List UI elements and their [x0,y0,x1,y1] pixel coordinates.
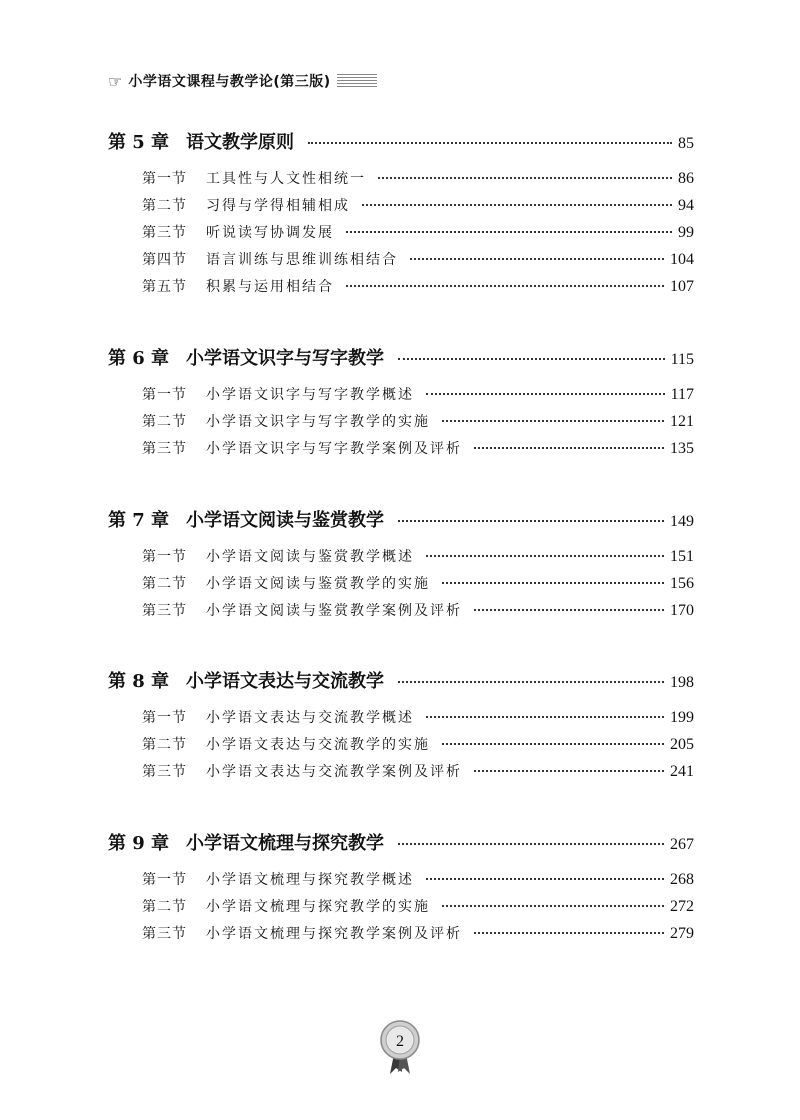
chapter-entry[interactable] [108,667,694,693]
section-page-number: 151 [670,548,694,565]
dot-leader [442,582,664,584]
section-page-number: 99 [678,224,694,241]
chapter-entry[interactable] [108,829,694,855]
section-title: 小学语文阅读与鉴赏教学概述 [206,549,414,565]
chapter-entry[interactable] [108,344,694,370]
section-title: 小学语文阅读与鉴赏教学案例及评析 [206,603,462,619]
section-entry[interactable] [142,411,694,431]
chapter-title: 小学语文梳理与探究教学 [186,833,384,854]
section-number: 第一节 [142,171,187,187]
section-title: 小学语文表达与交流教学概述 [206,710,414,726]
dot-leader [426,555,664,557]
section-title: 小学语文识字与写字教学案例及评析 [206,441,462,457]
dot-leader [398,843,664,845]
section-entry[interactable] [142,438,694,458]
section-page-number: 94 [678,197,694,214]
dot-leader [398,358,665,360]
section-entry[interactable] [142,707,694,727]
section-title: 小学语文识字与写字教学的实施 [206,414,430,430]
section-number: 第三节 [142,764,187,780]
section-entry[interactable] [142,168,694,188]
section-page-number: 205 [670,736,694,753]
section-number: 第一节 [142,549,187,565]
section-number: 第三节 [142,603,187,619]
section-entry[interactable] [142,734,694,754]
chapter-page-number: 267 [670,836,694,853]
section-title: 小学语文梳理与探究教学案例及评析 [206,926,462,942]
dot-leader [378,177,672,179]
chapter-number: 第 8 章 [108,671,170,692]
section-entry[interactable] [142,923,694,943]
dot-leader [426,878,664,880]
section-number: 第二节 [142,198,187,214]
chapter-entry[interactable] [108,506,694,532]
section-title: 小学语文表达与交流教学的实施 [206,737,430,753]
section-title: 习得与学得相辅相成 [206,198,350,214]
dot-leader [426,393,665,395]
section-page-number: 107 [670,278,694,295]
section-entry[interactable] [142,573,694,593]
dot-leader [442,420,664,422]
running-header [108,70,377,92]
section-entry[interactable] [142,249,694,269]
section-number: 第二节 [142,414,187,430]
dot-leader [474,932,664,934]
dot-leader [362,204,672,206]
chapter-title: 小学语文识字与写字教学 [186,348,384,369]
section-page-number: 86 [678,170,694,187]
dot-leader [410,258,664,260]
section-number: 第三节 [142,225,187,241]
section-entry[interactable] [142,869,694,889]
section-number: 第二节 [142,899,187,915]
section-title: 工具性与人文性相统一 [206,171,366,187]
section-page-number: 121 [670,413,694,430]
section-page-number: 104 [670,251,694,268]
chapter-number: 第 5 章 [108,132,170,153]
chapter-page-number: 115 [670,351,694,368]
chapter-title: 小学语文阅读与鉴赏教学 [186,510,384,531]
pointing-hand-icon: ☞ [108,71,123,91]
section-page-number: 117 [670,386,694,403]
dot-leader [442,743,664,745]
chapter-page-number: 149 [670,513,694,530]
section-page-number: 156 [670,575,694,592]
section-number: 第三节 [142,441,187,457]
dot-leader [398,681,664,683]
dot-leader [346,231,672,233]
header-stripes-decoration [337,74,377,88]
footer-page-number: 2 [396,1033,404,1050]
section-title: 小学语文梳理与探究教学的实施 [206,899,430,915]
chapter-title: 小学语文表达与交流教学 [186,671,384,692]
chapter-entry[interactable] [108,128,694,154]
section-entry[interactable] [142,195,694,215]
section-number: 第一节 [142,872,187,888]
section-page-number: 268 [670,871,694,888]
chapter-page-number: 85 [678,135,694,152]
chapter-page-number: 198 [670,674,694,691]
section-title: 语言训练与思维训练相结合 [206,252,398,268]
section-number: 第四节 [142,252,187,268]
section-title: 小学语文表达与交流教学案例及评析 [206,764,462,780]
dot-leader [398,520,664,522]
section-entry[interactable] [142,546,694,566]
dot-leader [474,609,664,611]
section-entry[interactable] [142,600,694,620]
dot-leader [474,770,664,772]
section-title: 听说读写协调发展 [206,225,334,241]
section-entry[interactable] [142,384,694,404]
chapter-number: 第 7 章 [108,510,170,531]
section-title: 小学语文梳理与探究教学概述 [206,872,414,888]
section-entry[interactable] [142,761,694,781]
chapter-title: 语文教学原则 [186,132,294,153]
section-entry[interactable] [142,222,694,242]
dot-leader [442,905,664,907]
section-number: 第二节 [142,576,187,592]
book-title: 小学语文课程与教学论(第三版) [128,74,331,90]
chapter-number: 第 6 章 [108,348,170,369]
dot-leader [474,447,664,449]
section-number: 第一节 [142,710,187,726]
section-page-number: 170 [670,602,694,619]
chapter-number: 第 9 章 [108,833,170,854]
section-title: 小学语文识字与写字教学概述 [206,387,414,403]
section-page-number: 279 [670,925,694,942]
section-page-number: 272 [670,898,694,915]
section-entry[interactable] [142,896,694,916]
section-number: 第一节 [142,387,187,403]
section-page-number: 135 [670,440,694,457]
section-title: 小学语文阅读与鉴赏教学的实施 [206,576,430,592]
section-title: 积累与运用相结合 [206,279,334,295]
section-number: 第五节 [142,279,187,295]
dot-leader [346,285,664,287]
section-page-number: 241 [670,763,694,780]
dot-leader [308,142,672,144]
dot-leader [426,716,664,718]
section-number: 第三节 [142,926,187,942]
medal-icon [380,1020,420,1075]
section-entry[interactable] [142,276,694,296]
section-page-number: 199 [670,709,694,726]
section-number: 第二节 [142,737,187,753]
